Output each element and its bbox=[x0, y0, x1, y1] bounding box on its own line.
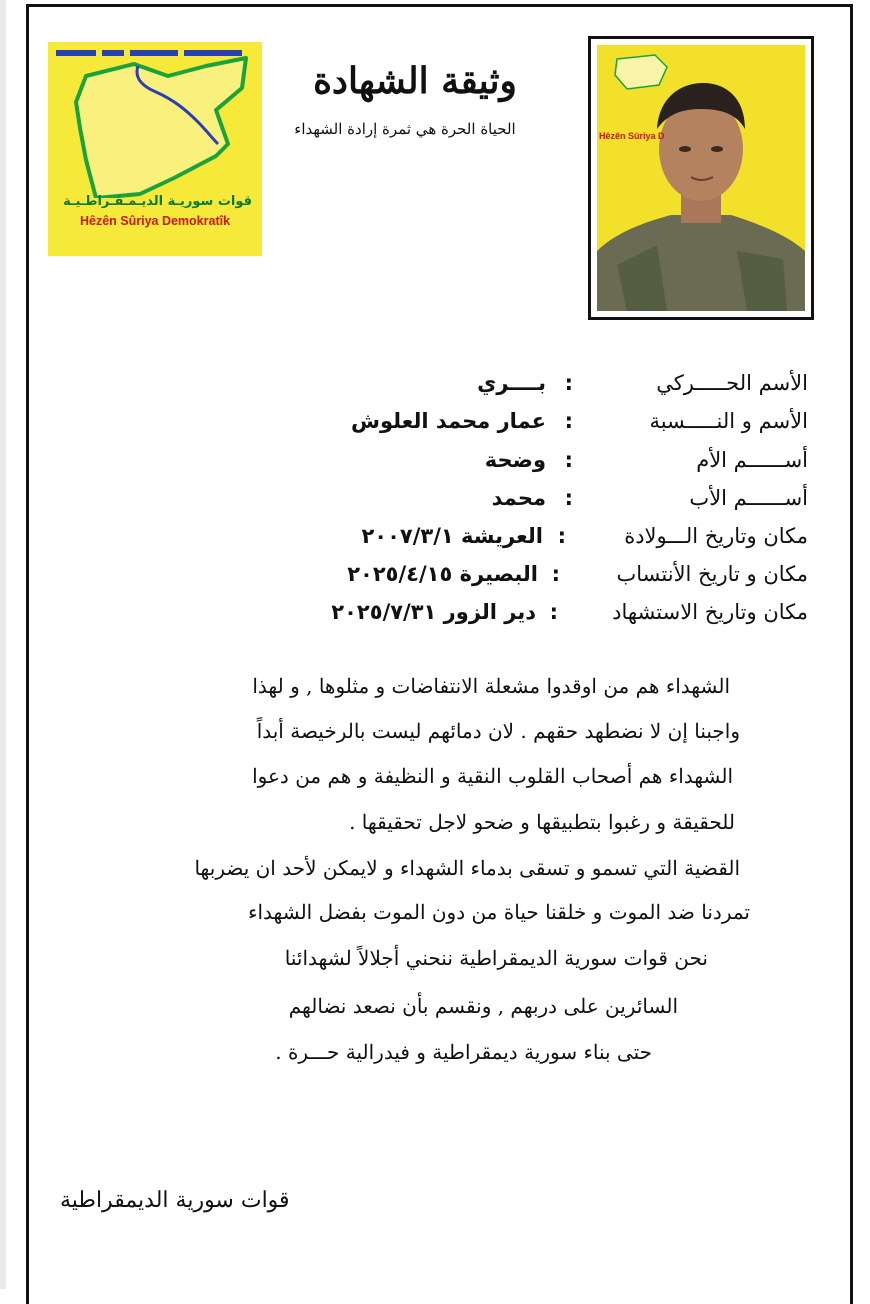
logo-syriac-text bbox=[56, 48, 242, 58]
photo-overlay-text: Hêzên Sûriya D bbox=[599, 131, 665, 141]
field-father-name bbox=[491, 481, 808, 515]
body-line: تمردنا ضد الموت و خلقنا حياة من دون الموت بفضل الشهداء bbox=[248, 900, 750, 924]
field-label: الأسم الحـــــركي bbox=[656, 371, 808, 395]
field-mother-name bbox=[484, 443, 808, 477]
field-label: أســــــم الأم bbox=[696, 448, 808, 472]
portrait-icon bbox=[597, 45, 805, 311]
field-colon: : bbox=[549, 600, 558, 624]
field-label: مكان وتاريخ الـــولادة bbox=[624, 524, 808, 548]
field-value: وضحة bbox=[484, 448, 546, 472]
field-label: مكان و تاريخ الأنتساب bbox=[616, 562, 808, 586]
body-line: الشهداء هم أصحاب القلوب النقية و النظيفة و هم من دعوا bbox=[252, 764, 733, 788]
field-value: بــــري bbox=[477, 371, 546, 395]
field-label: الأسم و النـــــسبة bbox=[649, 409, 808, 433]
body-line: السائرين على دربهم , ونقسم بأن نصعد نضالهم bbox=[288, 994, 678, 1018]
field-martyrdom bbox=[331, 595, 808, 629]
field-value: عمار محمد العلوش bbox=[350, 409, 546, 433]
martyr-photo-frame bbox=[588, 36, 814, 320]
logo-kurdish-text: Hêzên Sûriya Demokratîk bbox=[79, 214, 231, 228]
field-value: البصيرة ٢٠٢٥/٤/١٥ bbox=[347, 562, 538, 586]
field-label: أســــــم الأب bbox=[689, 486, 808, 510]
field-enlistment bbox=[347, 557, 808, 591]
body-line: واجبنا إن لا نضطهد حقهم . لان دمائهم ليست بالرخيصة أبداً bbox=[256, 719, 740, 743]
field-birth bbox=[361, 519, 808, 553]
field-colon: : bbox=[557, 524, 566, 548]
field-colon: : bbox=[564, 409, 573, 433]
body-line: نحن قوات سورية الديمقراطية ننحني أجلالاً لشهدائنا bbox=[284, 946, 708, 970]
signature: قوات سورية الديمقراطية bbox=[60, 1188, 290, 1213]
martyr-photo bbox=[597, 45, 805, 311]
scan-edge bbox=[0, 0, 6, 1289]
body-line: حتى بناء سورية ديمقراطية و فيدرالية حـــرة . bbox=[275, 1040, 652, 1064]
field-value: محمد bbox=[491, 486, 546, 510]
logo-arabic-text: قوات سوريـة الديـمـقـراطـيـة bbox=[63, 194, 252, 209]
field-colon: : bbox=[551, 562, 560, 586]
body-line: الشهداء هم من اوقدوا مشعلة الانتفاضات و مثلوها , و لهذا bbox=[252, 674, 730, 698]
body-line: للحقيقة و رغبوا بتطبيقها و ضحو لاجل تحقيقها . bbox=[349, 810, 735, 834]
field-value: العريشة ٢٠٠٧/٣/١ bbox=[361, 524, 543, 548]
field-label: مكان وتاريخ الاستشهاد bbox=[612, 600, 808, 624]
syria-map-icon bbox=[56, 48, 256, 198]
document-slogan: الحياة الحرة هي ثمرة إرادة الشهداء bbox=[294, 120, 516, 138]
field-value: دير الزور ٢٠٢٥/٧/٣١ bbox=[331, 600, 536, 624]
field-colon: : bbox=[564, 371, 573, 395]
document-title: وثيقة الشهادة bbox=[313, 60, 517, 102]
field-full-name bbox=[350, 404, 808, 438]
sdf-logo bbox=[48, 42, 262, 256]
field-nickname bbox=[477, 366, 808, 400]
body-line: القضية التي تسمو و تسقى بدماء الشهداء و لايمكن لأحد ان يضربها bbox=[194, 856, 740, 880]
field-colon: : bbox=[564, 448, 573, 472]
field-colon: : bbox=[564, 486, 573, 510]
